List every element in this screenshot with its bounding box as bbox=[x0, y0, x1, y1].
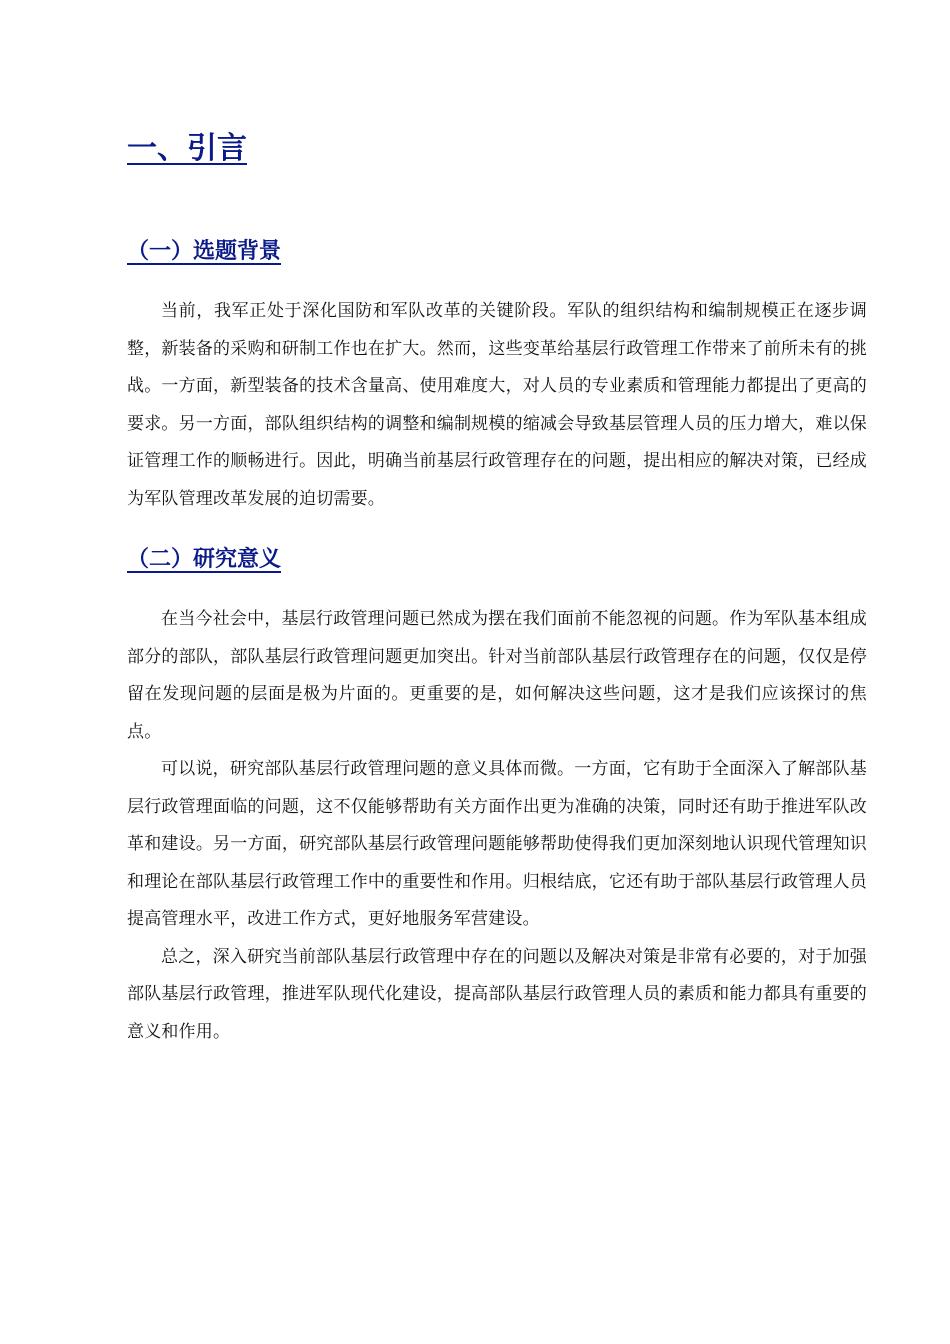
section-background bbox=[127, 236, 867, 518]
section-title-background: （一）选题背景 bbox=[127, 239, 282, 264]
section-body bbox=[127, 293, 867, 518]
paragraph: 可以说，研究部队基层行政管理问题的意义具体而微。一方面，它有助于全面深入了解部队基层行政管理面临的问题，这不仅能够帮助有关方面作出更为准确的决策，同时还有助于推进军队改革和建设。另一方面，研究部队基层行政管理问题能够帮助使得我们更加深刻地认识现代管理知识和理论在部队基层行政管理工作中的重要性和作用。归根结底，它还有助于部队基层行政管理人员提高管理水平，改进工作方式，更好地服务军营建设。 bbox=[127, 759, 867, 929]
section-title-significance: （二）研究意义 bbox=[127, 547, 282, 572]
paragraph: 当前，我军正处于深化国防和军队改革的关键阶段。军队的组织结构和编制规模正在逐步调整，新装备的采购和研制工作也在扩大。然而，这些变革给基层行政管理工作带来了前所未有的挑战。一方面，新型装备的技术含量高、使用难度大，对人员的专业素质和管理能力都提出了更高的要求。另一方面，部队组织结构的调整和编制规模的缩减会导致基层管理人员的压力增大，难以保证管理工作的顺畅进行。因此，明确当前基层行政管理存在的问题，提出相应的解决对策，已经成为军队管理改革发展的迫切需要。 bbox=[127, 301, 867, 509]
section-significance bbox=[127, 544, 867, 1051]
paragraph: 总之，深入研究当前部队基层行政管理中存在的问题以及解决对策是非常有必要的，对于加强部队基层行政管理，推进军队现代化建设，提高部队基层行政管理人员的素质和能力都具有重要的意义和作用。 bbox=[127, 946, 867, 1042]
section-body bbox=[127, 601, 867, 1051]
section-title-wrap bbox=[127, 544, 867, 576]
document-content bbox=[127, 128, 867, 1051]
section-title-wrap bbox=[127, 236, 867, 268]
chapter-heading: 一、引言 bbox=[127, 131, 247, 166]
paragraph: 在当今社会中，基层行政管理问题已然成为摆在我们面前不能忽视的问题。作为军队基本组成部分的部队，部队基层行政管理问题更加突出。针对当前部队基层行政管理存在的问题，仅仅是停留在发现问题的层面是极为片面的。更重要的是，如何解决这些问题，这才是我们应该探讨的焦点。 bbox=[127, 609, 867, 742]
chapter-heading-wrap bbox=[127, 128, 867, 170]
